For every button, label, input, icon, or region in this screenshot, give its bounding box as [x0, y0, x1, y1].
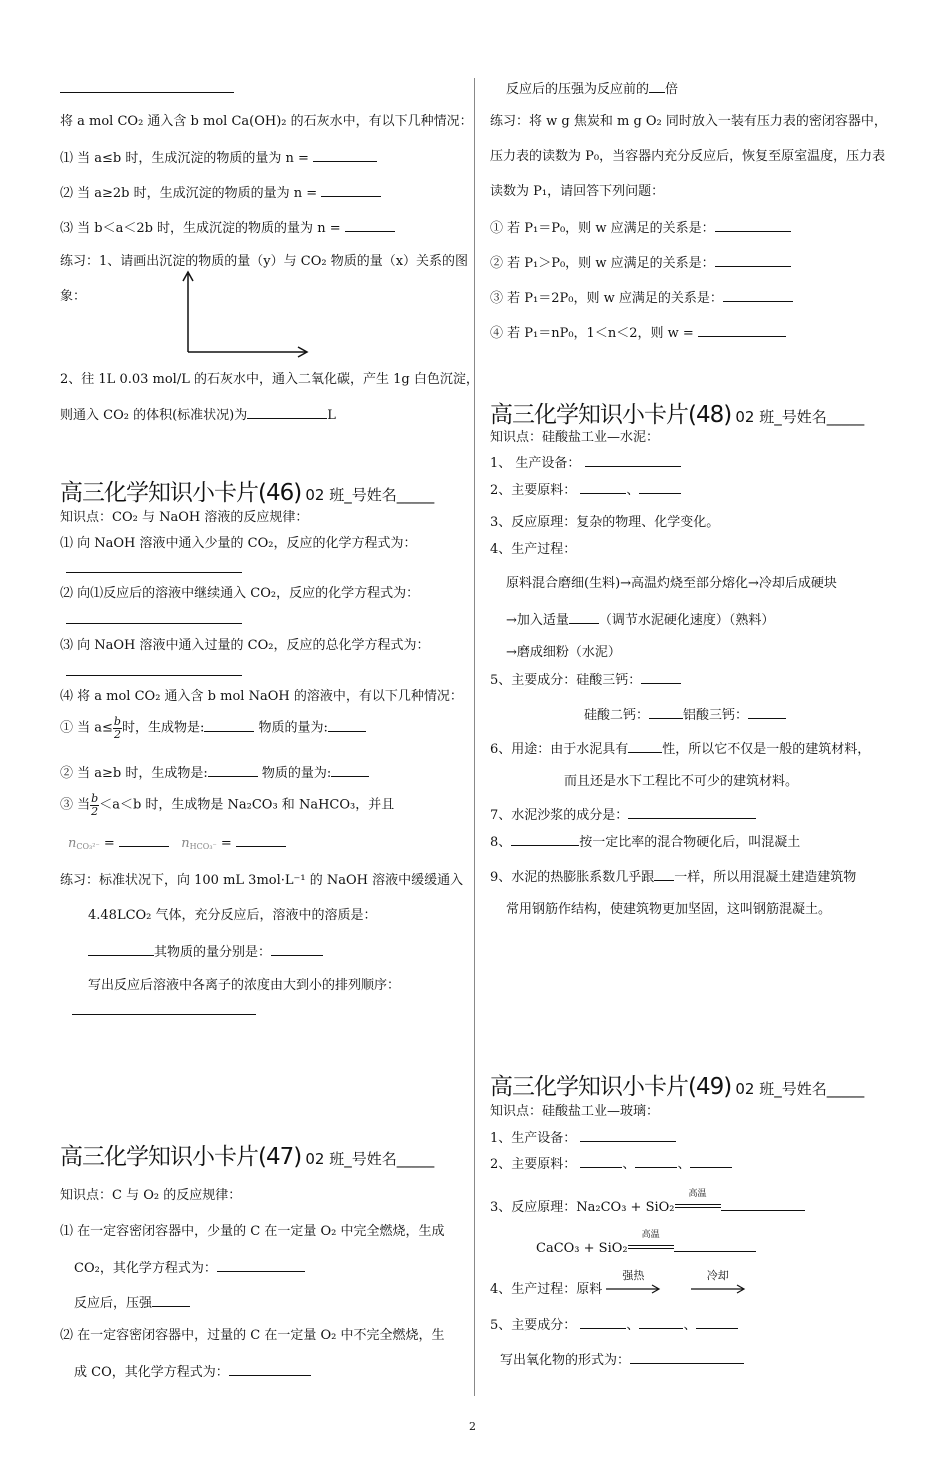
pressure-practice-b: 压力表的读数为 P₀，当容器内充分反应后，恢复至原室温度，压力表 [490, 149, 886, 164]
card-49-title: 高三化学知识小卡片(49) 02 班_号姓名_____ [490, 1074, 865, 1100]
pressure-practice-c: 读数为 P₁，请回答下列问题： [490, 184, 665, 199]
pressure-practice-a: 练习：将 w g 焦炭和 m g O₂ 同时放入一装有压力表的密闭容器中， [490, 114, 887, 129]
card-46-exercise-b: 4.48LCO₂ 气体，充分反应后，溶液中的溶质是： [88, 908, 377, 923]
card-48-item-5b: 硅酸二钙： 铝酸三钙： [584, 706, 786, 724]
card-46-q1-blank [66, 560, 242, 578]
pressure-question-1: ① 若 P₁＝P₀，则 w 应满足的关系是： [490, 219, 791, 237]
card-46-exercise-d-blank [72, 1002, 256, 1020]
cool-arrow-icon: 冷却 [691, 1281, 745, 1293]
card-48-item-9c: 常用钢筋作结构，使建筑物更加坚固，这叫钢筋混凝土。 [506, 902, 832, 917]
card-49-item-1: 1、生产设备： [490, 1129, 676, 1147]
card-49-item-4: 4、生产过程：原料 强热 冷却 [490, 1281, 745, 1298]
page-number: 2 [469, 1420, 476, 1433]
card-49-item-6: 写出氧化物的形式为： [500, 1351, 744, 1369]
card-47-title: 高三化学知识小卡片(47) 02 班_号姓名_____ [60, 1144, 435, 1170]
card-47-knowledge-point: 知识点：C 与 O₂ 的反应规律： [60, 1188, 242, 1203]
pressure-ratio-line: 反应后的压强为反应前的 倍 [506, 82, 679, 97]
card-48-process-3: →磨成细粉（水泥） [506, 645, 621, 660]
card-47-q2-b: 成 CO，其化学方程式为： [74, 1363, 311, 1381]
fraction-b-over-2: $\frac{b}{2}$ [91, 792, 99, 818]
card-46-q2: ⑵ 向⑴反应后的溶液中继续通入 CO₂，反应的化学方程式为： [60, 586, 420, 601]
pressure-question-4: ④ 若 P₁＝nP₀，1＜n＜2，则 w = [490, 324, 786, 342]
strong-heat-arrow-icon: 强热 [606, 1281, 660, 1293]
card-48-knowledge-point: 知识点：硅酸盐工业—水泥： [490, 430, 660, 445]
card-46-case-3: ③ 当 $\frac{b}{2}$ ＜a＜b 时，生成物是 Na₂CO₃ 和 NaHCO₃，并且 [60, 792, 395, 818]
column-divider [474, 78, 475, 1396]
card-46-q4: ⑷ 将 a mol CO₂ 通入含 b mol NaOH 的溶液中，有以下几种情况： [60, 689, 463, 704]
card-47-q1-a: ⑴ 在一定容密闭容器中，少量的 C 在一定量 O₂ 中完全燃烧，生成 [60, 1224, 445, 1239]
card-47-q1-c: 反应后，压强 [74, 1294, 190, 1312]
card-49-item-5: 5、主要成分： 、 、 [490, 1316, 738, 1334]
card-46-exercise-c: 其物质的量分别是： [88, 943, 323, 961]
practice-1-line-a: 练习：1、请画出沉淀的物质的量（y）与 CO₂ 物质的量（x）关系的图 [60, 254, 469, 269]
case-2: ⑵ 当 a≥2b 时，生成沉淀的物质的量为 n = [60, 184, 381, 202]
card-46-title: 高三化学知识小卡片(46) 02 班_号姓名_____ [60, 480, 435, 506]
case-3: ⑶ 当 b＜a＜2b 时，生成沉淀的物质的量为 n = [60, 219, 395, 237]
card-48-process-1: 原料混合磨细(生料)→高温灼烧至部分熔化→冷却后成硬块 [506, 576, 837, 591]
card-46-exercise-a: 练习：标准状况下，向 100 mL 3mol·L⁻¹ 的 NaOH 溶液中缓缓通入 [60, 873, 464, 888]
card-46-case-1: ① 当 a≤ $\frac{b}{2}$ 时，生成物是: 物质的量为: [60, 716, 366, 740]
card-46-q3: ⑶ 向 NaOH 溶液中通入过量的 CO₂，反应的总化学方程式为： [60, 638, 430, 653]
card-46-q2-blank [66, 611, 242, 629]
pressure-question-2: ② 若 P₁＞P₀，则 w 应满足的关系是： [490, 254, 791, 272]
card-46-case-2: ② 当 a≥b 时，生成物是: 物质的量为: [60, 764, 369, 782]
card-48-item-1: 1、 生产设备： [490, 454, 681, 472]
card-49-item-3: 3、反应原理：Na₂CO₃ + SiO₂ 高温 [490, 1198, 805, 1216]
card-48-item-7: 7、水泥沙浆的成分是： [490, 806, 756, 824]
card-48-process-2: →加入适量 （调节水泥硬化速度）（熟料） [506, 613, 775, 628]
card-46-q3-blank [66, 663, 242, 681]
card-48-item-6c: 而且还是水下工程比不可少的建筑材料。 [564, 774, 799, 789]
card-46-q1: ⑴ 向 NaOH 溶液中通入少量的 CO₂，反应的化学方程式为： [60, 536, 417, 551]
co2-caoh2-intro: 将 a mol CO₂ 通入含 b mol Ca(OH)₂ 的石灰水中，有以下几种情况： [60, 114, 473, 129]
card-47-q2-a: ⑵ 在一定容密闭容器中，过量的 C 在一定量 O₂ 中不完全燃烧，生 [60, 1328, 445, 1343]
high-temp-equals-icon: 高温 [675, 1199, 721, 1211]
practice-1-line-b: 象： [60, 289, 87, 304]
card-49-knowledge-point: 知识点：硅酸盐工业—玻璃： [490, 1104, 660, 1119]
case-1: ⑴ 当 a≤b 时，生成沉淀的物质的量为 n = [60, 149, 377, 167]
top-blank-line [60, 80, 234, 98]
card-48-item-2: 2、主要原料： 、 [490, 481, 681, 499]
card-46-exercise-d: 写出反应后溶液中各离子的浓度由大到小的排列顺序： [88, 978, 401, 993]
card-49-item-2: 2、主要原料： 、 、 [490, 1155, 732, 1173]
card-48-item-8: 8、 按一定比率的混合物硬化后，叫混凝土 [490, 835, 801, 850]
high-temp-equals-icon: 高温 [628, 1240, 674, 1252]
card-48-item-3: 3、反应原理：复杂的物理、化学变化。 [490, 515, 720, 530]
card-48-item-4: 4、生产过程： [490, 542, 577, 557]
card-49-item-3b: CaCO₃ + SiO₂ 高温 [536, 1239, 756, 1257]
card-48-item-9: 9、水泥的热膨胀系数几乎跟 一样，所以用混凝土建造建筑物 [490, 870, 857, 885]
axes-graph-icon [178, 268, 312, 360]
fraction-b-over-2: $\frac{b}{2}$ [113, 715, 121, 741]
practice-2-line-b: 则通入 CO₂ 的体积(标准状况)为 L [60, 408, 336, 423]
card-48-item-6: 6、用途：由于水泥具有 性，所以它不仅是一般的建筑材料， [490, 742, 871, 757]
practice-2-line-a: 2、往 1L 0.03 mol/L 的石灰水中，通入二氧化碳，产生 1g 白色沉淀， [60, 372, 479, 387]
pressure-question-3: ③ 若 P₁＝2P₀，则 w 应满足的关系是： [490, 289, 793, 307]
card-48-title: 高三化学知识小卡片(48) 02 班_号姓名_____ [490, 402, 865, 428]
card-46-knowledge-point: 知识点：CO₂ 与 NaOH 溶液的反应规律： [60, 510, 309, 525]
card-48-item-5: 5、主要成分：硅酸三钙： [490, 671, 681, 689]
card-47-q1-b: CO₂，其化学方程式为： [74, 1259, 305, 1277]
card-46-ion-amounts: $n_{CO_3^{2-}}$ = $n_{HCO_3^-}$ = [68, 834, 286, 852]
